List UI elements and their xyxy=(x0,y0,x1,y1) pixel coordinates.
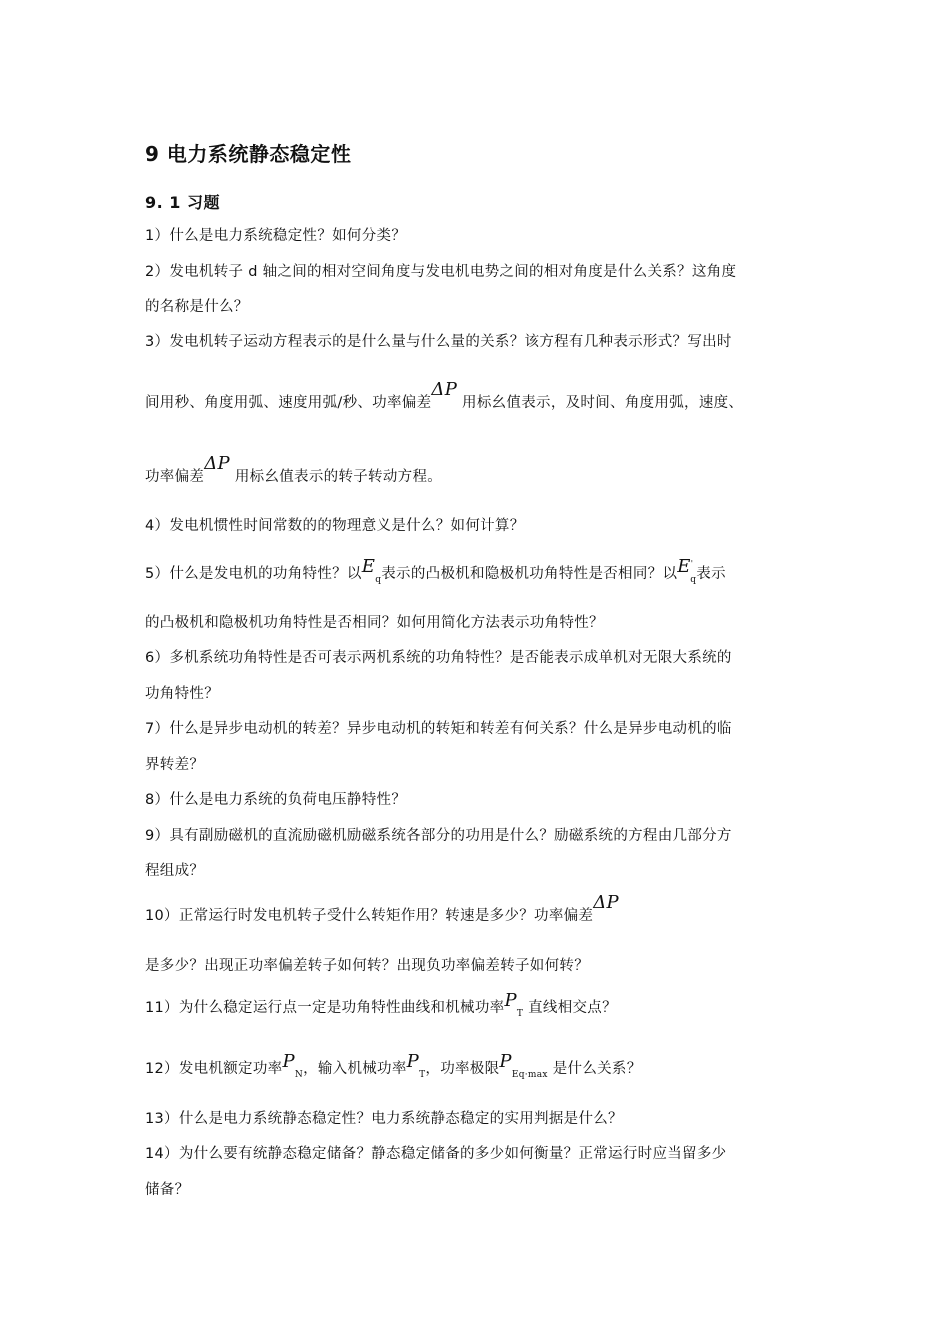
question-11-text-a: 11）为什么稳定运行点一定是功角特性曲线和机械功率 xyxy=(145,1000,505,1016)
pn-symbol: P xyxy=(282,1051,295,1072)
question-5-text-b: 表示的凸极机和隐极机功角特性是否相同？以 xyxy=(381,566,678,582)
delta-p-symbol: ΔP xyxy=(204,453,230,474)
question-6-line-1: 6）多机系统功角特性是否可表示两机系统的功角特性？是否能表示成单机对无限大系统的 xyxy=(145,650,732,666)
question-12 xyxy=(145,1051,642,1081)
question-1: 1）什么是电力系统稳定性？如何分类？ xyxy=(145,228,407,244)
delta-p-symbol: ΔP xyxy=(593,892,619,913)
eq-symbol: E xyxy=(361,556,376,577)
question-4: 4）发电机惯性时间常数的的物理意义是什么？如何计算？ xyxy=(145,518,525,534)
question-10-line-1 xyxy=(145,892,619,926)
pmax-symbol: P xyxy=(499,1051,512,1072)
question-5-line-1 xyxy=(145,556,726,586)
question-8: 8）什么是电力系统的负荷电压静特性？ xyxy=(145,792,407,808)
question-3-text-a: 间用秒、角度用弧、速度用弧/秒、功率偏差 xyxy=(145,395,432,411)
question-13: 13）什么是电力系统静态稳定性？电力系统静态稳定的实用判据是什么？ xyxy=(145,1111,623,1127)
question-9-line-2: 程组成？ xyxy=(145,863,205,879)
question-3-line-2 xyxy=(145,379,744,413)
eq-prime-subscript: q xyxy=(690,575,697,585)
question-5-text-c: 表示 xyxy=(696,566,726,582)
pmax-subscript: Eq·max xyxy=(511,1070,548,1080)
pt-symbol: P xyxy=(504,990,517,1011)
question-3-text-b: 用标幺值表示，及时间、角度用弧，速度、 xyxy=(462,395,744,411)
question-3-text-d: 用标幺值表示的转子转动方程。 xyxy=(234,469,443,485)
question-12-text-b: ，输入机械功率 xyxy=(303,1061,407,1077)
question-7-line-1: 7）什么是异步电动机的转差？异步电动机的转矩和转差有何关系？什么是异步电动机的临 xyxy=(145,721,732,737)
eq-prime-symbol: E xyxy=(677,556,691,577)
question-10-text-a: 10）正常运行时发电机转子受什么转矩作用？转速是多少？功率偏差 xyxy=(145,908,594,924)
question-12-text-d: 是什么关系？ xyxy=(552,1061,642,1077)
question-14-line-2: 储备？ xyxy=(145,1182,190,1198)
question-3-line-3 xyxy=(145,453,443,487)
question-3-text-c: 功率偏差 xyxy=(145,469,205,485)
question-6-line-2: 功角特性？ xyxy=(145,686,219,702)
chapter-title: 9 电力系统静态稳定性 xyxy=(145,142,352,166)
question-3-line-1: 3）发电机转子运动方程表示的是什么量与什么量的关系？该方程有几种表示形式？写出时 xyxy=(145,334,732,350)
question-5-line-2: 的凸极机和隐极机功角特性是否相同？如何用简化方法表示功角特性？ xyxy=(145,615,604,631)
pt-subscript: T xyxy=(516,1009,524,1019)
eq-prime-mark: ' xyxy=(690,559,694,568)
question-7-line-2: 界转差？ xyxy=(145,757,205,773)
question-2-line-2: 的名称是什么？ xyxy=(145,299,249,315)
question-9-line-1: 9）具有副励磁机的直流励磁机励磁系统各部分的功用是什么？励磁系统的方程由几部分方 xyxy=(145,828,732,844)
question-11-text-b: 直线相交点？ xyxy=(528,1000,617,1016)
pt-subscript: T xyxy=(419,1070,426,1080)
eq-subscript: q xyxy=(375,575,382,585)
pt-symbol: P xyxy=(406,1051,420,1072)
question-12-text-a: 12）发电机额定功率 xyxy=(145,1061,283,1077)
question-12-text-c: ，功率极限 xyxy=(425,1061,500,1077)
delta-p-symbol: ΔP xyxy=(431,379,458,400)
question-10-line-2: 是多少？出现正功率偏差转子如何转？出现负功率偏差转子如何转？ xyxy=(145,958,589,974)
question-2-line-1: 2）发电机转子 d 轴之间的相对空间角度与发电机电势之间的相对角度是什么关系？这角度 xyxy=(145,264,737,280)
question-5-text-a: 5）什么是发电机的功角特性？以 xyxy=(145,566,362,582)
question-11 xyxy=(145,990,617,1020)
section-title: 9. 1 习题 xyxy=(145,193,220,212)
pn-subscript: N xyxy=(294,1070,304,1080)
question-14-line-1: 14）为什么要有统静态稳定储备？静态稳定储备的多少如何衡量？正常运行时应当留多少 xyxy=(145,1146,727,1162)
